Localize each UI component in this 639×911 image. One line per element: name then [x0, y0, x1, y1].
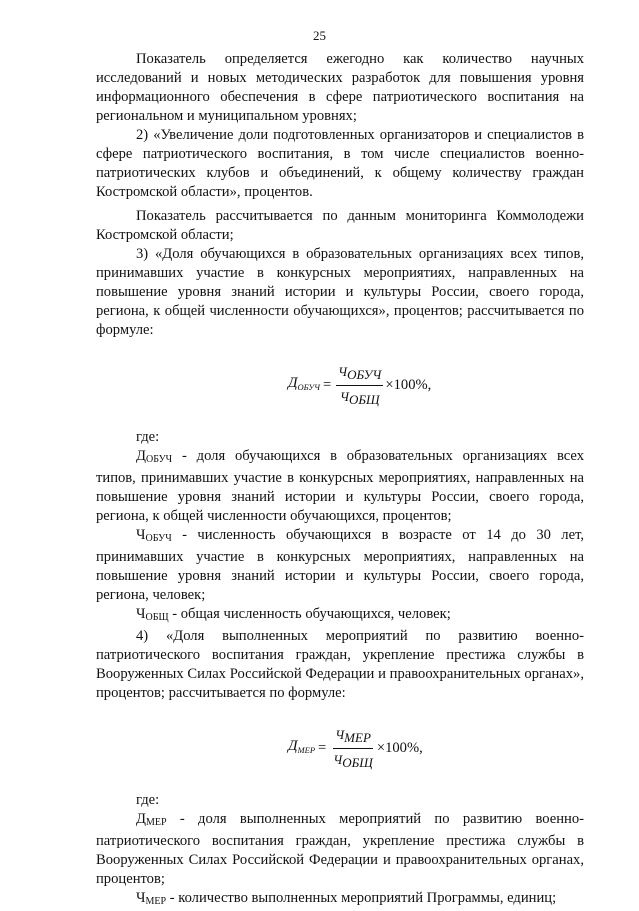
document-body — [96, 50, 584, 911]
paragraph: Показатель определяется ежегодно как количество научных исследований и новых методических разработок для повышения уровня информационного обеспечения в сфере патриотического воспитания на региональном и муниципальном уровнях; — [96, 51, 584, 124]
formula-denominator: ЧОБЩ — [333, 752, 373, 770]
formula-numerator: ЧМЕР — [333, 725, 373, 749]
definition: ЧОБЩ - общая численность обучающихся, человек; — [136, 606, 451, 623]
paragraph: Показатель рассчитывается по данным мониторинга Коммолодежи Костромской области; — [96, 208, 584, 243]
where-label: где: — [136, 429, 160, 445]
definition: ДОБУЧ - доля обучающихся в образовательных организациях всех типов, принимавших участие в конкурсных мероприятиях, направленных на повышение уровня знаний истории и культуры России, своего города, региона, к общей численности обучающихся, процентов; — [96, 448, 584, 524]
formula-lhs: $Д_{МЕР}$ — [288, 738, 316, 755]
definition: ДМЕР - доля выполненных мероприятий по развитию военно-патриотического воспитания граждан, укрепление престижа службы в Вооруженных Силах Российской Федерации и правоохранительных органах, процентов; — [96, 811, 584, 887]
formula-lhs: $Д_{ОБУЧ}$ — [288, 375, 320, 392]
paragraph: 2) «Увеличение доли подготовленных организаторов и специалистов в сфере патриотического воспитания, в том числе специалистов военно-патриотических клубов и объединений, к общему количеству граждан Костромской области», процентов. — [96, 127, 584, 200]
definition: ЧМЕР - количество выполненных мероприятий Программы, единиц; — [136, 890, 557, 907]
formula-share-students — [96, 360, 584, 410]
formula-numerator: ЧОБУЧ — [336, 362, 383, 386]
formula-equals: = — [318, 740, 327, 756]
formula-denominator: ЧОБЩ — [339, 389, 380, 407]
formula-equals: = — [322, 377, 332, 393]
formula-share-events — [96, 723, 584, 773]
where-label: где: — [136, 792, 160, 808]
paragraph: 3) «Доля обучающихся в образовательных организациях всех типов, принимавших участие в конкурсных мероприятиях, направленных на повышение уровня знаний истории и культуры России, своего города, региона, к общей численности обучающихся», процентов; рассчитывается по формуле: — [96, 246, 584, 338]
definition: ЧОБУЧ - численность обучающихся в возрасте от 14 до 30 лет, принимавших участие в конкурсных мероприятиях, направленных на повышение уровня знаний истории и культуры России, своего города, региона, человек; — [96, 527, 584, 603]
formula-fraction — [336, 362, 383, 409]
formula-multiplier: ×100%, — [385, 377, 432, 393]
page-number: 25 — [313, 28, 326, 43]
formula-fraction — [331, 725, 375, 772]
formula-multiplier: ×100%, — [376, 740, 423, 756]
paragraph: 4) «Доля выполненных мероприятий по развитию военно-патриотического воспитания граждан, укрепление престижа службы в Вооруженных Силах Российской Федерации и правоохранительных органах», процентов; рассчитывается по формуле: — [96, 628, 584, 701]
